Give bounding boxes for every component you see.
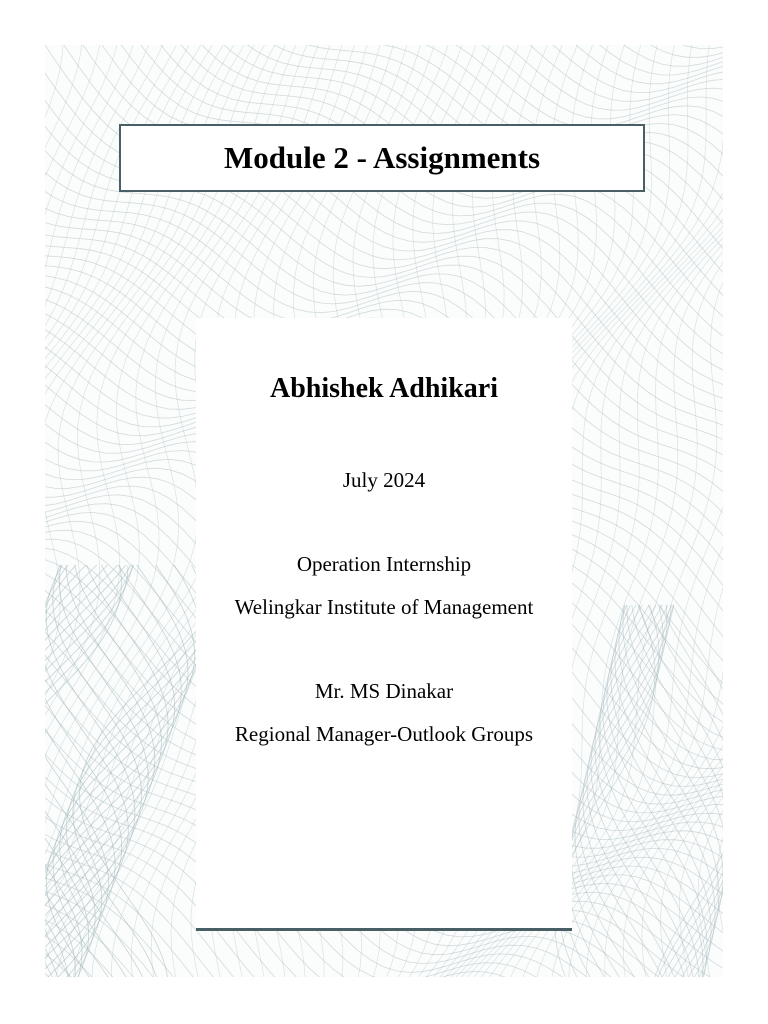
submission-date: July 2024 [342,468,426,492]
program-name: Operation Internship [296,552,472,576]
wave-line [698,45,723,977]
wave-line [45,45,103,977]
wave-line [632,605,723,977]
wave-line [45,946,723,977]
document-title: Module 2 - Assignments [223,140,541,175]
title-box [119,124,645,192]
wave-line [45,45,723,129]
wave-line [648,605,723,977]
wave-line [45,45,723,49]
author-name: Abhishek Adhikari [270,373,498,404]
mentor-name: Mr. MS Dinakar [314,679,454,703]
wave-line [571,605,671,977]
wave-line [45,45,723,66]
info-card [196,318,572,931]
wave-line [45,45,723,84]
institute-name: Welingkar Institute of Management [234,595,534,619]
wave-line [717,45,723,977]
mentor-role: Regional Manager-Outlook Groups [234,722,534,746]
